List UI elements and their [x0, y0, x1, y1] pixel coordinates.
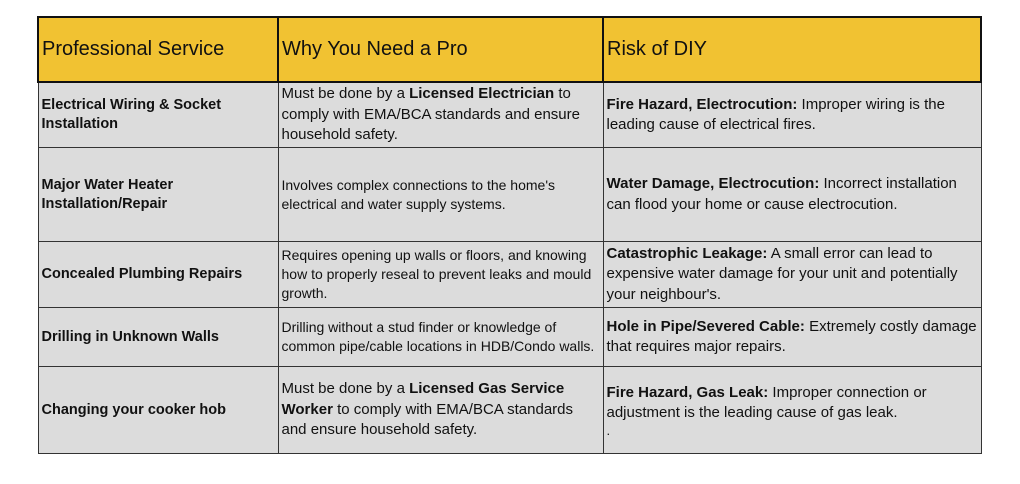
table-row [38, 367, 981, 454]
header-row [38, 17, 981, 82]
why-cell [278, 82, 603, 148]
table-row [38, 242, 981, 308]
service-name: Drilling in Unknown Walls [38, 308, 278, 367]
why-text: Involves complex connections to the home's electrical and water supply systems. [281, 176, 555, 212]
header-risk-of-diy: Risk of DIY [603, 17, 981, 82]
why-text: to comply with EMA/BCA standards and ensure household safety. [281, 85, 580, 144]
risk-text: Improper connection or adjustment is the leading cause of gas leak. [606, 383, 927, 421]
service-name: Changing your cooker hob [38, 367, 278, 454]
risk-cell [603, 367, 981, 454]
header-why-you-need-a-pro: Why You Need a Pro [278, 17, 603, 82]
risk-text: Improper wiring is the leading cause of electrical fires. [606, 95, 945, 133]
services-table [37, 16, 982, 454]
why-cell [278, 242, 603, 308]
risk-text: A small error can lead to expensive water damage for your unit and potentially your neighbour's. [606, 244, 958, 303]
why-cell [278, 367, 603, 454]
trailing-dot: . [606, 422, 611, 438]
why-text: Must be done by a [281, 85, 410, 103]
table-row [38, 148, 981, 242]
risk-title: Water Damage, Electrocution: [606, 175, 820, 192]
risk-title: Hole in Pipe/Severed Cable: [606, 317, 805, 335]
why-text: Drilling without a stud finder or knowledge of common pipe/cable locations in HDB/Condo walls. [281, 319, 595, 354]
why-text: to comply with EMA/BCA standards and ensure household safety. [281, 400, 574, 439]
risk-title: Fire Hazard, Gas Leak: [606, 383, 769, 401]
service-name: Major Water Heater Installation/Repair [38, 148, 278, 242]
why-bold: Licensed Gas Service Worker [281, 380, 565, 418]
why-cell [278, 308, 603, 367]
why-cell [278, 148, 603, 242]
risk-cell [603, 148, 981, 242]
risk-cell [603, 82, 981, 148]
why-text: Must be done by a [281, 380, 410, 398]
service-name: Concealed Plumbing Repairs [38, 242, 278, 308]
why-bold: Licensed Electrician [409, 85, 555, 103]
why-text: Requires opening up walls or floors, and knowing how to properly reseal to prevent leaks and mould growth. [281, 247, 592, 301]
risk-title: Catastrophic Leakage: [606, 244, 768, 262]
table-row [38, 308, 981, 367]
risk-title: Fire Hazard, Electrocution: [606, 95, 798, 113]
risk-text: Incorrect installation can flood your home or cause electrocution. [606, 175, 957, 213]
risk-cell [603, 308, 981, 367]
header-professional-service: Professional Service [38, 17, 278, 82]
table-row [38, 82, 981, 148]
risk-text: Extremely costly damage that requires major repairs. [606, 317, 977, 355]
service-name: Electrical Wiring & Socket Installation [38, 82, 278, 148]
risk-cell [603, 242, 981, 308]
